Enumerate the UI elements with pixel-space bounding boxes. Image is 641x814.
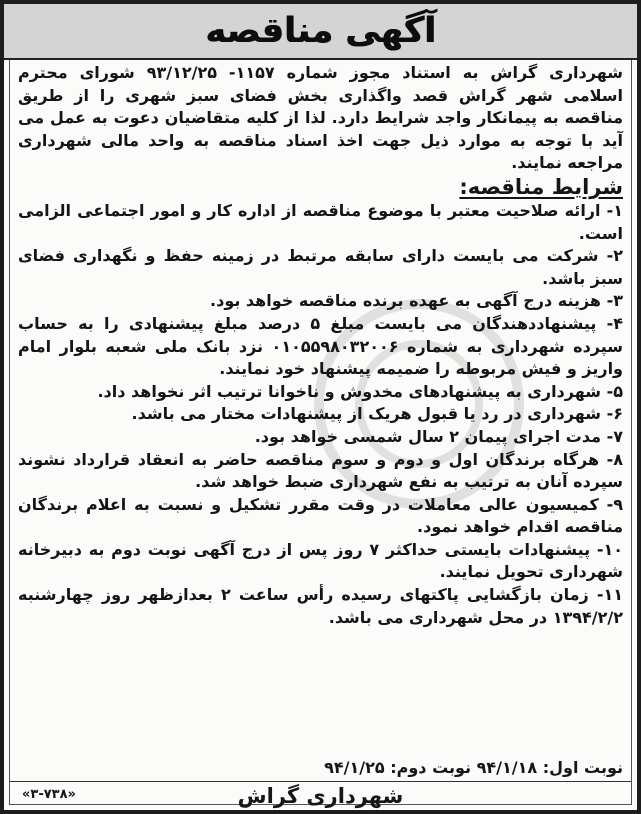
condition-item: ۷- مدت اجرای پیمان ۲ سال شمسی خواهد بود. [254,426,623,446]
ad-body [18,62,623,629]
footer-divider [10,781,631,782]
title-bar [4,4,637,60]
ad-code: «۳-۷۳۸» [22,787,76,802]
condition-item: ۵- شهرداری به پیشنهادهای مخدوش و ناخوانا ترتیب اثر نخواهد داد. [97,381,623,401]
condition-item: ۴- پیشنهاددهندگان می بایست مبلغ ۵ درصد مبلغ پیشنهادی را به حساب سپرده شهرداری به شماره ۰۱۰۵۵۹۸۰۳۲۰۰۶ نزد بانک ملی شعبه بلوار امام واریز و فیش مربوطه را ضمیمه پیشنهاد خود نمایند. [18,313,624,379]
condition-item: ۹- کمیسیون عالی معاملات در وقت مقرر تشکیل و نسبت به اعلام برندگان مناقصه اقدام خواهد نمود. [18,494,623,537]
publication-dates-row [18,757,623,779]
ad-title: آگهی مناقصه [205,11,436,51]
condition-item: ۱۰- پیشنهادات بایستی حداکثر ۷ روز پس از درج آگهی نوبت دوم به دبیرخانه شهرداری تحویل نمایند. [18,539,624,582]
condition-item: ۳- هزینه درج آگهی به عهده برنده مناقصه خواهد بود. [210,291,623,311]
condition-item: ۶- شهرداری در رد یا قبول هریک از پیشنهادات مختار می باشد. [131,404,623,424]
condition-item: ۲- شرکت می بایست دارای سابقه مرتبط در زمینه حفظ و نگهداری فضای سبز باشد. [18,246,623,288]
intro-paragraph: شهرداری گراش به استناد مجوز شماره ۱۱۵۷- ۹۳/۱۲/۲۵ شورای محترم اسلامی شهر گراش قصد واگذاری بخش فضای سبز شهری را از طریق مناقصه به پیمانکار واجد شرایط دارد. لذا از کلیه متقاضیان دعوت به عمل می آید با توجه به موارد ذیل جهت اخذ اسناد مناقصه به واحد مالی شهرداری مراجعه نمایند. [18,63,623,173]
condition-item: ۱- ارائه صلاحیت معتبر با موضوع مناقصه از اداره کار و امور اجتماعی الزامی است. [18,200,623,243]
publication-dates: نوبت اول: ۹۴/۱/۱۸ نوبت دوم: ۹۴/۱/۲۵ [324,758,623,777]
condition-item: ۱۱- زمان بازگشایی پاکتهای رسیده رأس ساعت ۲ بعدازظهر روز چهارشنبه ۱۳۹۴/۲/۲ در محل شهرداری می باشد. [18,585,624,627]
condition-item: ۸- هرگاه برندگان اول و دوم و سوم مناقصه حاضر به انعقاد قرارداد نشوند سپرده آنان به ترتیب به نفع شهرداری ضبط خواهد شد. [18,449,623,492]
conditions-heading: شرایط مناقصه: [459,174,623,199]
signature: شهرداری گراش [237,784,404,808]
